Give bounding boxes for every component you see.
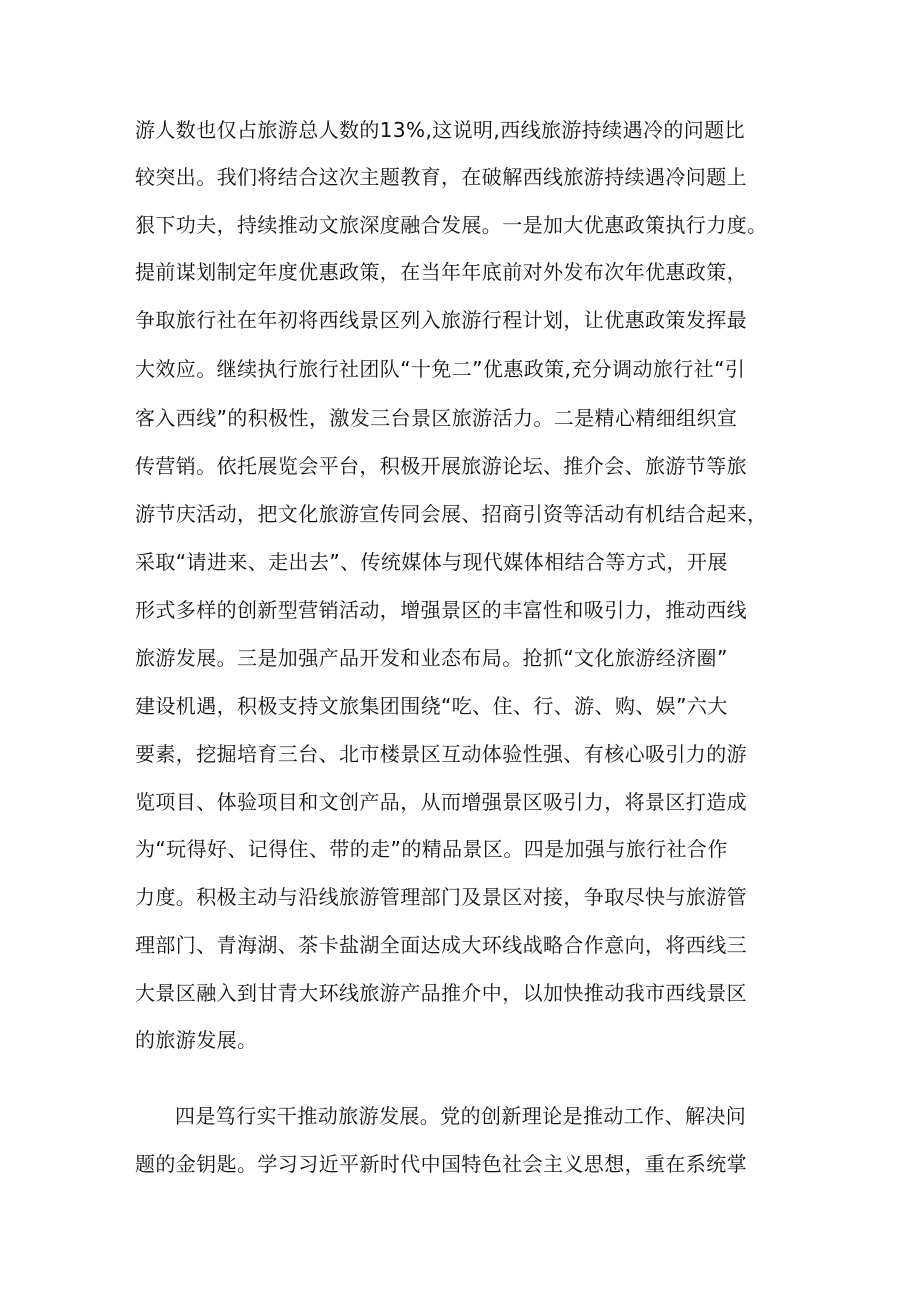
paragraph-line: 大效应。继续执行旅行社团队“十免二”优惠政策,充分调动旅行社“引 <box>135 357 746 381</box>
paragraph-line: 客入西线”的积极性，激发三台景区旅游活力。二是精心精细组织宣 <box>135 406 738 430</box>
paragraph-line: 览项目、体验项目和文创产品，从而增强景区吸引力，将景区打造成 <box>135 790 747 814</box>
paragraph-line: 游人数也仅占旅游总人数的13%,这说明,西线旅游持续遇冷的问题比 <box>135 118 745 142</box>
paragraph-line: 建设机遇，积极支持文旅集团围绕“吃、住、行、游、购、娱”六大 <box>135 694 728 718</box>
paragraph-line: 较突出。我们将结合这次主题教育，在破解西线旅游持续遇冷问题上 <box>135 165 747 189</box>
paragraph-line: 为“玩得好、记得住、带的走”的精品景区。四是加强与旅行社合作 <box>135 837 728 861</box>
paragraph-line: 力度。积极主动与沿线旅游管理部门及景区对接，争取尽快与旅游管 <box>135 885 747 909</box>
paragraph-line: 游节庆活动，把文化旅游宣传同会展、招商引资等活动有机结合起来， <box>135 502 768 526</box>
paragraph-line: 大景区融入到甘青大环线旅游产品推介中，以加快推动我市西线景区 <box>135 981 747 1005</box>
paragraph-line: 理部门、青海湖、茶卡盐湖全面达成大环线战略合作意向，将西线三 <box>135 933 747 957</box>
paragraph-line: 四是笃行实干推动旅游发展。党的创新理论是推动工作、解决问 <box>175 1104 747 1128</box>
paragraph-line: 要素，挖掘培育三台、北市楼景区互动体验性强、有核心吸引力的游 <box>135 742 747 766</box>
paragraph-line: 提前谋划制定年度优惠政策，在当年年底前对外发布次年优惠政策， <box>135 260 747 284</box>
paragraph-line: 旅游发展。三是加强产品开发和业态布局。抢抓“文化旅游经济圈” <box>135 646 728 670</box>
paragraph-line: 争取旅行社在年初将西线景区列入旅游行程计划，让优惠政策发挥最 <box>135 308 747 332</box>
paragraph-line: 形式多样的创新型营销活动，增强景区的丰富性和吸引力，推动西线 <box>135 598 747 622</box>
paragraph-line: 的旅游发展。 <box>135 1028 258 1052</box>
paragraph-line: 传营销。依托展览会平台，积极开展旅游论坛、推介会、旅游节等旅 <box>135 454 747 478</box>
paragraph-line: 题的金钥匙。学习习近平新时代中国特色社会主义思想，重在系统掌 <box>135 1152 747 1176</box>
paragraph-line: 采取“请进来、走出去”、传统媒体与现代媒体相结合等方式，开展 <box>135 550 728 574</box>
paragraph-line: 狠下功夫，持续推动文旅深度融合发展。一是加大优惠政策执行力度。 <box>135 213 768 237</box>
